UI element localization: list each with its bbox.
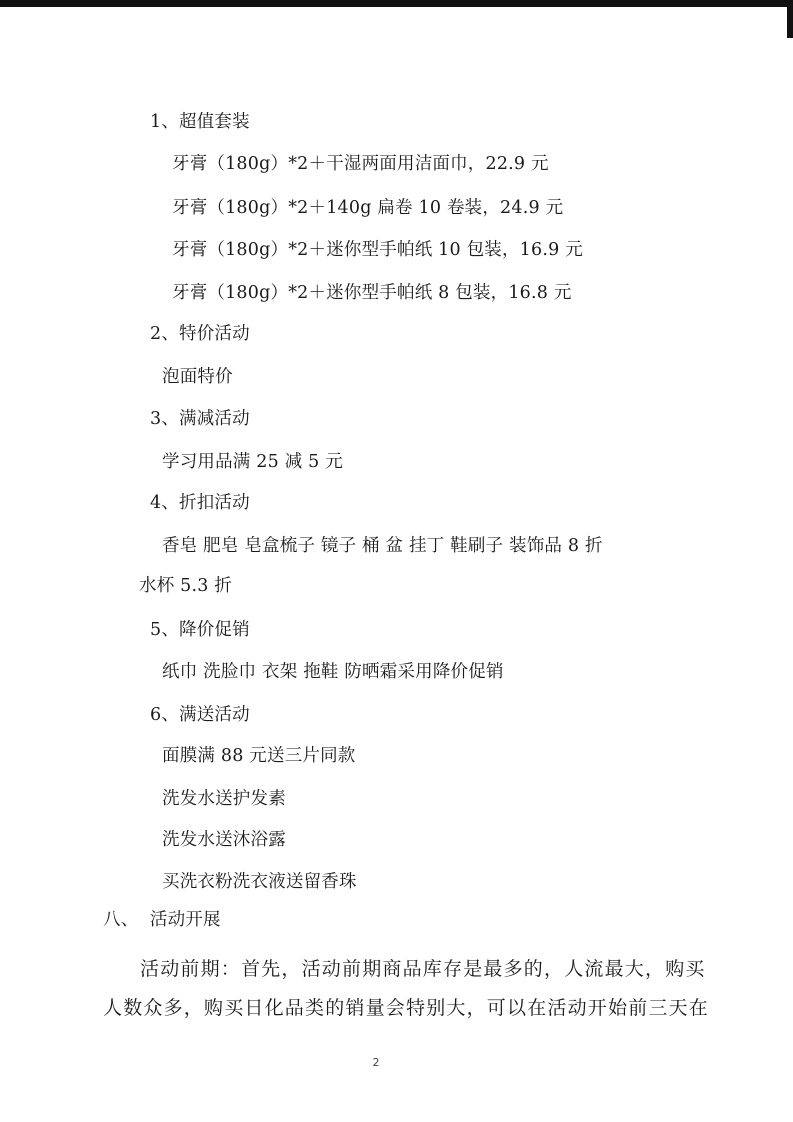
gift-item-2: 洗发水送护发素 [162,789,286,809]
section-6-heading: 6、满送活动 [150,705,250,725]
page-number: 2 [372,1056,380,1069]
bundle-item-2: 牙膏（180g）*2＋140g 扁卷 10 卷装，24.9 元 [172,198,564,218]
scan-border-top [0,0,793,7]
gift-item-1: 面膜满 88 元送三片同款 [162,746,356,766]
price-cut-item: 纸巾 洗脸巾 衣架 拖鞋 防晒霜采用降价促销 [162,662,504,682]
scan-border-right [787,0,793,38]
bundle-item-4: 牙膏（180g）*2＋迷你型手帕纸 8 包装，16.8 元 [172,283,572,303]
section-3-heading: 3、满减活动 [150,409,250,429]
section-5-heading: 5、降价促销 [150,620,250,640]
section-1-heading: 1、超值套装 [150,112,250,132]
bundle-item-1: 牙膏（180g）*2＋干湿两面用洁面巾，22.9 元 [172,154,549,174]
discount-threshold-item: 学习用品满 25 减 5 元 [162,452,343,472]
section-4-heading: 4、折扣活动 [150,493,250,513]
section-8-heading: 八、 活动开展 [103,910,221,930]
gift-item-4: 买洗衣粉洗衣液送留香珠 [162,872,357,892]
gift-item-3: 洗发水送沐浴露 [162,830,286,850]
special-price-item: 泡面特价 [162,367,233,387]
paragraph-line-2: 人数众多，购买日化品类的销量会特别大，可以在活动开始前三天在 [103,997,710,1019]
percent-off-item-2: 水杯 5.3 折 [139,576,233,596]
paragraph-line-1: 活动前期：首先，活动前期商品库存是最多的，人流最大，购买 [140,958,706,980]
section-2-heading: 2、特价活动 [150,324,250,344]
bundle-item-3: 牙膏（180g）*2＋迷你型手帕纸 10 包装，16.9 元 [172,240,583,260]
percent-off-item-1: 香皂 肥皂 皂盒梳子 镜子 桶 盆 挂丁 鞋刷子 装饰品 8 折 [162,536,603,556]
